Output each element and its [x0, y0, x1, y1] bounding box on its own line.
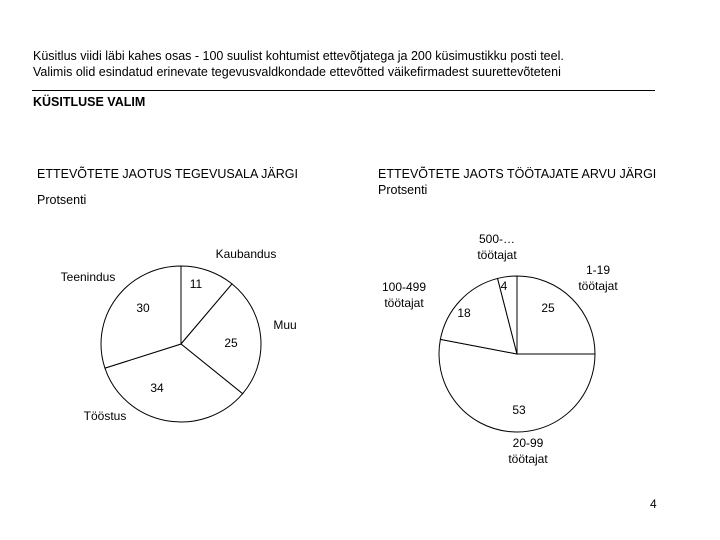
chart1-value-muu: 25 — [224, 336, 238, 350]
intro-line-1: Küsitlus viidi läbi kahes osas - 100 suulist kohtumist ettevõtjatega ja 200 küsimustikku posti teel. — [33, 49, 564, 63]
chart2-label-500-t-tajat: 500-… töötajat — [477, 232, 517, 262]
chart2-subtitle: Protsenti — [378, 183, 428, 197]
section-title: KÜSITLUSE VALIM — [33, 95, 146, 109]
chart1-value-kaubandus: 11 — [189, 277, 203, 291]
chart2-value-20-99-t-tajat: 53 — [512, 403, 526, 417]
chart2-label-20-99-t-tajat: 20-99 töötajat — [508, 436, 548, 466]
chart1-title: ETTEVÕTETE JAOTUS TEGEVUSALA JÄRGI — [37, 167, 298, 181]
chart2-title: ETTEVÕTETE JAOTS TÖÖTAJATE ARVU JÄRGI — [378, 167, 657, 181]
chart1-label-t-stus: Tööstus — [83, 409, 127, 423]
chart2-value-500-t-tajat: 4 — [500, 279, 508, 293]
chart2-label-1-19-t-tajat: 1-19 töötajat — [578, 263, 618, 293]
chart2-value-1-19-t-tajat: 25 — [541, 301, 555, 315]
chart1-label-muu: Muu — [273, 318, 297, 332]
chart2-label-100-499-t-tajat: 100-499 töötajat — [381, 280, 427, 310]
chart1-label-teenindus: Teenindus — [60, 270, 116, 284]
chart1-value-t-stus: 34 — [150, 381, 164, 395]
chart1-label-kaubandus: Kaubandus — [215, 247, 277, 261]
chart1-value-teenindus: 30 — [136, 301, 150, 315]
chart1-subtitle: Protsenti — [37, 193, 87, 207]
intro-line-2: Valimis olid esindatud erinevate tegevusvaldkondade ettevõtted väikefirmadest suurettevõteteni — [33, 65, 561, 79]
page-number: 4 — [650, 497, 657, 511]
chart2-value-100-499-t-tajat: 18 — [457, 306, 471, 320]
